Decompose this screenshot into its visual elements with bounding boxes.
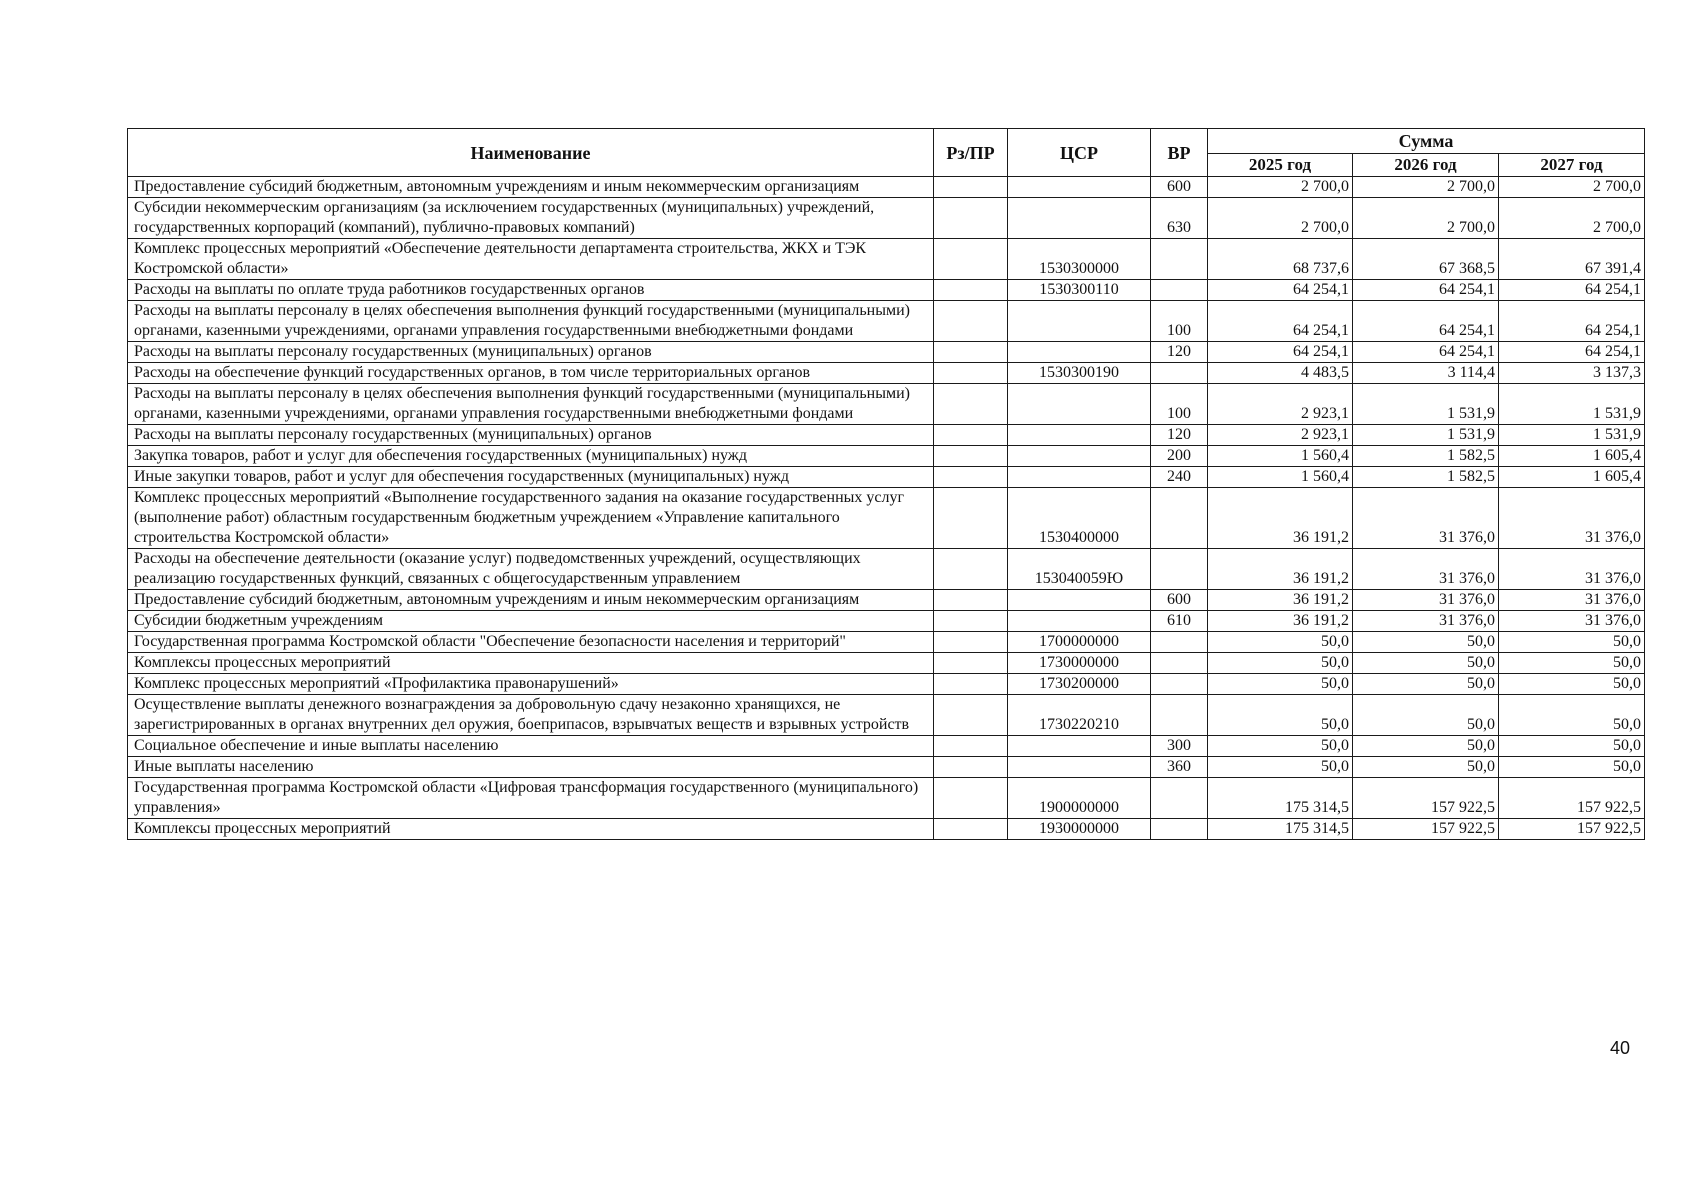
header-year-2025: 2025 год <box>1208 154 1353 177</box>
row-rz-pr <box>934 384 1008 425</box>
row-vr <box>1151 819 1208 840</box>
row-value-2025: 175 314,5 <box>1208 778 1353 819</box>
header-year-2027: 2027 год <box>1499 154 1645 177</box>
row-value-2025: 2 700,0 <box>1208 177 1353 198</box>
row-csr: 1530300000 <box>1008 239 1151 280</box>
row-value-2025: 64 254,1 <box>1208 280 1353 301</box>
row-vr <box>1151 695 1208 736</box>
row-vr: 630 <box>1151 198 1208 239</box>
row-csr <box>1008 342 1151 363</box>
row-name: Государственная программа Костромской области "Обеспечение безопасности населения и территорий" <box>128 632 934 653</box>
row-name: Иные выплаты населению <box>128 757 934 778</box>
row-vr: 120 <box>1151 425 1208 446</box>
row-csr: 1530400000 <box>1008 488 1151 549</box>
row-value-2025: 36 191,2 <box>1208 549 1353 590</box>
table-row <box>128 177 1645 198</box>
table-row <box>128 757 1645 778</box>
row-name: Комплексы процессных мероприятий <box>128 819 934 840</box>
row-vr: 240 <box>1151 467 1208 488</box>
row-value-2026: 64 254,1 <box>1353 301 1499 342</box>
row-rz-pr <box>934 342 1008 363</box>
row-csr <box>1008 757 1151 778</box>
row-rz-pr <box>934 467 1008 488</box>
budget-table <box>127 128 1645 840</box>
table-row <box>128 301 1645 342</box>
row-value-2027: 1 605,4 <box>1499 446 1645 467</box>
row-name: Расходы на обеспечение функций государственных органов, в том числе территориальных органов <box>128 363 934 384</box>
row-value-2025: 50,0 <box>1208 736 1353 757</box>
table-row <box>128 384 1645 425</box>
row-value-2026: 50,0 <box>1353 695 1499 736</box>
row-value-2026: 50,0 <box>1353 674 1499 695</box>
row-value-2025: 64 254,1 <box>1208 342 1353 363</box>
row-value-2026: 50,0 <box>1353 736 1499 757</box>
row-value-2025: 50,0 <box>1208 653 1353 674</box>
row-vr: 100 <box>1151 384 1208 425</box>
row-vr <box>1151 674 1208 695</box>
row-rz-pr <box>934 425 1008 446</box>
row-vr <box>1151 632 1208 653</box>
row-value-2025: 2 923,1 <box>1208 384 1353 425</box>
row-name: Иные закупки товаров, работ и услуг для обеспечения государственных (муниципальных) нужд <box>128 467 934 488</box>
row-csr: 1730000000 <box>1008 653 1151 674</box>
row-value-2025: 1 560,4 <box>1208 467 1353 488</box>
table-row <box>128 590 1645 611</box>
row-csr <box>1008 384 1151 425</box>
row-rz-pr <box>934 611 1008 632</box>
row-rz-pr <box>934 695 1008 736</box>
row-value-2027: 50,0 <box>1499 674 1645 695</box>
row-value-2025: 4 483,5 <box>1208 363 1353 384</box>
row-vr <box>1151 778 1208 819</box>
row-csr: 1730220210 <box>1008 695 1151 736</box>
row-value-2027: 31 376,0 <box>1499 590 1645 611</box>
row-value-2027: 50,0 <box>1499 695 1645 736</box>
header-vr: ВР <box>1151 129 1208 177</box>
table-row <box>128 446 1645 467</box>
row-value-2027: 64 254,1 <box>1499 301 1645 342</box>
row-value-2026: 1 531,9 <box>1353 384 1499 425</box>
header-sum: Сумма <box>1208 129 1645 154</box>
row-value-2026: 1 531,9 <box>1353 425 1499 446</box>
table-row <box>128 363 1645 384</box>
row-name: Государственная программа Костромской области «Цифровая трансформация государственного (муниципального) управления» <box>128 778 934 819</box>
table-row <box>128 778 1645 819</box>
row-value-2026: 31 376,0 <box>1353 488 1499 549</box>
row-value-2025: 68 737,6 <box>1208 239 1353 280</box>
header-year-2026: 2026 год <box>1353 154 1499 177</box>
row-value-2027: 50,0 <box>1499 653 1645 674</box>
row-name: Расходы на выплаты персоналу государственных (муниципальных) органов <box>128 425 934 446</box>
row-value-2025: 50,0 <box>1208 632 1353 653</box>
row-csr <box>1008 446 1151 467</box>
row-value-2026: 157 922,5 <box>1353 778 1499 819</box>
row-csr <box>1008 736 1151 757</box>
row-value-2027: 50,0 <box>1499 757 1645 778</box>
row-rz-pr <box>934 198 1008 239</box>
row-csr: 1700000000 <box>1008 632 1151 653</box>
table-row <box>128 280 1645 301</box>
table-row <box>128 342 1645 363</box>
row-rz-pr <box>934 549 1008 590</box>
row-value-2027: 64 254,1 <box>1499 342 1645 363</box>
row-name: Расходы на выплаты персоналу в целях обеспечения выполнения функций государственными (муниципальными) органами, казенными учреждениями, органами управления государственными внебюджетными фондами <box>128 384 934 425</box>
row-vr <box>1151 549 1208 590</box>
table-row <box>128 819 1645 840</box>
row-name: Комплекс процессных мероприятий «Профилактика правонарушений» <box>128 674 934 695</box>
row-rz-pr <box>934 280 1008 301</box>
table-row <box>128 198 1645 239</box>
row-value-2027: 2 700,0 <box>1499 198 1645 239</box>
row-value-2027: 64 254,1 <box>1499 280 1645 301</box>
row-value-2027: 31 376,0 <box>1499 611 1645 632</box>
row-value-2027: 3 137,3 <box>1499 363 1645 384</box>
row-name: Комплекс процессных мероприятий «Обеспечение деятельности департамента строительства, ЖКХ и ТЭК Костромской области» <box>128 239 934 280</box>
row-value-2025: 64 254,1 <box>1208 301 1353 342</box>
row-value-2025: 50,0 <box>1208 757 1353 778</box>
row-csr <box>1008 177 1151 198</box>
header-rz-pr: Рз/ПР <box>934 129 1008 177</box>
row-value-2026: 64 254,1 <box>1353 280 1499 301</box>
row-csr <box>1008 611 1151 632</box>
row-value-2025: 175 314,5 <box>1208 819 1353 840</box>
row-csr: 1530300190 <box>1008 363 1151 384</box>
row-rz-pr <box>934 757 1008 778</box>
row-vr <box>1151 363 1208 384</box>
row-value-2025: 2 700,0 <box>1208 198 1353 239</box>
row-value-2026: 1 582,5 <box>1353 446 1499 467</box>
row-vr <box>1151 488 1208 549</box>
row-value-2025: 36 191,2 <box>1208 611 1353 632</box>
row-name: Расходы на обеспечение деятельности (оказание услуг) подведомственных учреждений, осуществляющих реализацию государственных функций, связанных с общегосударственным управлением <box>128 549 934 590</box>
row-rz-pr <box>934 301 1008 342</box>
row-rz-pr <box>934 674 1008 695</box>
table-row <box>128 632 1645 653</box>
row-name: Расходы на выплаты персоналу в целях обеспечения выполнения функций государственными (муниципальными) органами, казенными учреждениями, органами управления государственными внебюджетными фондами <box>128 301 934 342</box>
header-name: Наименование <box>128 129 934 177</box>
row-csr <box>1008 425 1151 446</box>
row-vr: 100 <box>1151 301 1208 342</box>
row-rz-pr <box>934 239 1008 280</box>
row-value-2025: 36 191,2 <box>1208 488 1353 549</box>
row-name: Комплекс процессных мероприятий «Выполнение государственного задания на оказание государственных услуг (выполнение работ) областным государственным бюджетным учреждением «Управление капитального строительства Костромской области» <box>128 488 934 549</box>
row-csr: 1930000000 <box>1008 819 1151 840</box>
row-rz-pr <box>934 819 1008 840</box>
row-value-2026: 50,0 <box>1353 757 1499 778</box>
table-row <box>128 239 1645 280</box>
row-csr <box>1008 590 1151 611</box>
row-vr: 120 <box>1151 342 1208 363</box>
row-value-2026: 31 376,0 <box>1353 590 1499 611</box>
row-rz-pr <box>934 653 1008 674</box>
row-rz-pr <box>934 590 1008 611</box>
row-value-2026: 50,0 <box>1353 632 1499 653</box>
row-vr: 600 <box>1151 177 1208 198</box>
row-csr: 1530300110 <box>1008 280 1151 301</box>
row-csr: 153040059Ю <box>1008 549 1151 590</box>
row-value-2026: 67 368,5 <box>1353 239 1499 280</box>
row-rz-pr <box>934 736 1008 757</box>
row-value-2027: 67 391,4 <box>1499 239 1645 280</box>
row-vr: 600 <box>1151 590 1208 611</box>
table-body <box>128 177 1645 840</box>
table-row <box>128 736 1645 757</box>
row-csr: 1900000000 <box>1008 778 1151 819</box>
row-value-2027: 50,0 <box>1499 632 1645 653</box>
row-name: Социальное обеспечение и иные выплаты населению <box>128 736 934 757</box>
row-name: Расходы на выплаты персоналу государственных (муниципальных) органов <box>128 342 934 363</box>
row-value-2027: 2 700,0 <box>1499 177 1645 198</box>
row-value-2025: 50,0 <box>1208 695 1353 736</box>
row-vr <box>1151 239 1208 280</box>
row-value-2027: 31 376,0 <box>1499 549 1645 590</box>
row-value-2026: 3 114,4 <box>1353 363 1499 384</box>
row-value-2027: 1 531,9 <box>1499 425 1645 446</box>
row-rz-pr <box>934 177 1008 198</box>
row-value-2026: 2 700,0 <box>1353 198 1499 239</box>
row-value-2027: 31 376,0 <box>1499 488 1645 549</box>
row-value-2027: 50,0 <box>1499 736 1645 757</box>
table-header <box>128 129 1645 177</box>
row-vr: 200 <box>1151 446 1208 467</box>
row-vr <box>1151 280 1208 301</box>
row-rz-pr <box>934 632 1008 653</box>
row-name: Предоставление субсидий бюджетным, автономным учреждениям и иным некоммерческим организациям <box>128 177 934 198</box>
table-row <box>128 549 1645 590</box>
row-vr: 300 <box>1151 736 1208 757</box>
row-value-2026: 2 700,0 <box>1353 177 1499 198</box>
row-csr <box>1008 301 1151 342</box>
page-number: 40 <box>1610 1038 1631 1058</box>
row-csr <box>1008 467 1151 488</box>
table-row <box>128 611 1645 632</box>
header-csr: ЦСР <box>1008 129 1151 177</box>
row-rz-pr <box>934 363 1008 384</box>
row-value-2026: 31 376,0 <box>1353 611 1499 632</box>
row-value-2025: 2 923,1 <box>1208 425 1353 446</box>
row-value-2025: 50,0 <box>1208 674 1353 695</box>
row-value-2026: 50,0 <box>1353 653 1499 674</box>
row-name: Осуществление выплаты денежного вознаграждения за добровольную сдачу незаконно хранящихся, не зарегистрированных в органах внутренних дел оружия, боеприпасов, взрывчатых веществ и взрывных устройств <box>128 695 934 736</box>
row-value-2025: 36 191,2 <box>1208 590 1353 611</box>
row-value-2027: 157 922,5 <box>1499 778 1645 819</box>
row-name: Закупка товаров, работ и услуг для обеспечения государственных (муниципальных) нужд <box>128 446 934 467</box>
row-value-2026: 1 582,5 <box>1353 467 1499 488</box>
row-value-2027: 1 531,9 <box>1499 384 1645 425</box>
row-name: Предоставление субсидий бюджетным, автономным учреждениям и иным некоммерческим организациям <box>128 590 934 611</box>
table-row <box>128 467 1645 488</box>
row-vr: 610 <box>1151 611 1208 632</box>
row-name: Комплексы процессных мероприятий <box>128 653 934 674</box>
row-rz-pr <box>934 488 1008 549</box>
table-row <box>128 674 1645 695</box>
row-csr: 1730200000 <box>1008 674 1151 695</box>
row-value-2025: 1 560,4 <box>1208 446 1353 467</box>
row-name: Расходы на выплаты по оплате труда работников государственных органов <box>128 280 934 301</box>
row-value-2027: 157 922,5 <box>1499 819 1645 840</box>
table-row <box>128 488 1645 549</box>
row-rz-pr <box>934 446 1008 467</box>
table-row <box>128 653 1645 674</box>
row-value-2026: 31 376,0 <box>1353 549 1499 590</box>
row-value-2026: 157 922,5 <box>1353 819 1499 840</box>
row-value-2026: 64 254,1 <box>1353 342 1499 363</box>
row-name: Субсидии бюджетным учреждениям <box>128 611 934 632</box>
table-row <box>128 425 1645 446</box>
table-row <box>128 695 1645 736</box>
row-vr: 360 <box>1151 757 1208 778</box>
row-rz-pr <box>934 778 1008 819</box>
row-name: Субсидии некоммерческим организациям (за исключением государственных (муниципальных) учреждений, государственных корпораций (компаний), публично-правовых компаний) <box>128 198 934 239</box>
row-csr <box>1008 198 1151 239</box>
row-vr <box>1151 653 1208 674</box>
row-value-2027: 1 605,4 <box>1499 467 1645 488</box>
